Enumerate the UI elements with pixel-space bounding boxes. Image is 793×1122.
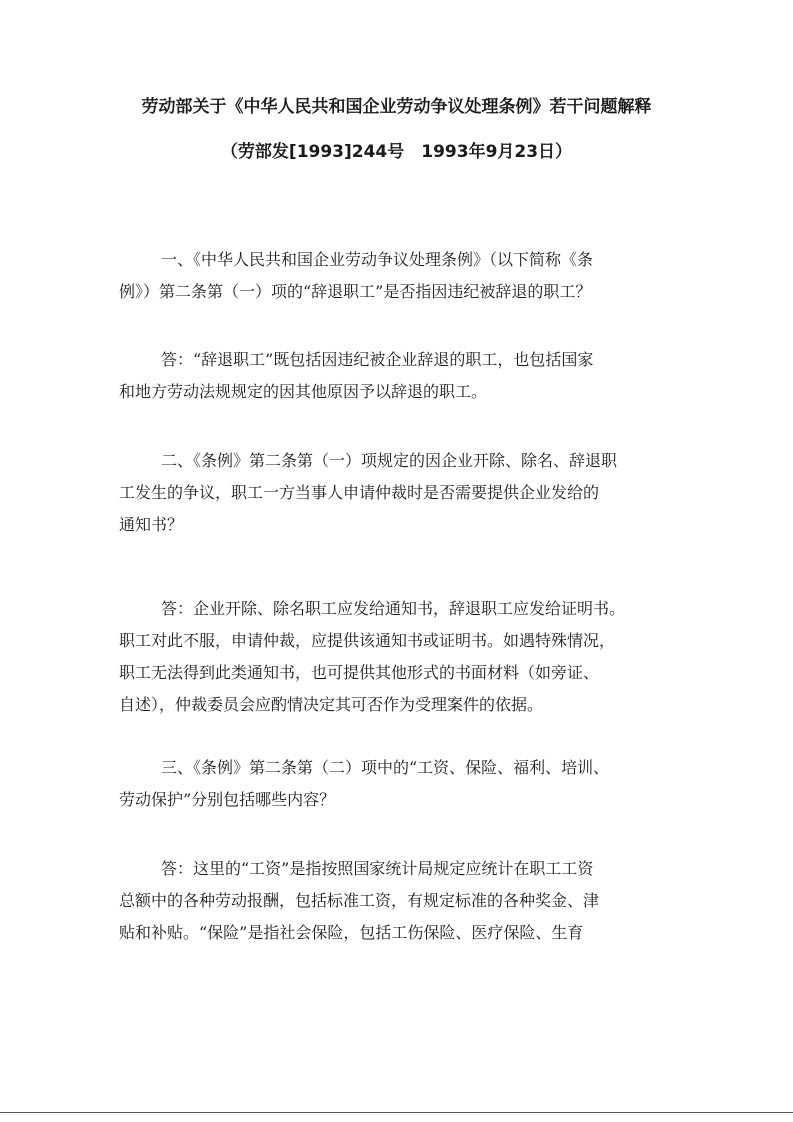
paragraph-line: 自述），仲裁委员会应酌情决定其可否作为受理案件的依据。: [119, 695, 544, 714]
paragraph-line: 贴和补贴。“保险”是指社会保险，包括工伤保险、医疗保险、生育: [119, 923, 584, 942]
page-title: 劳动部关于《中华人民共和国企业劳动争议处理条例》若干问题解释: [141, 97, 652, 117]
paragraph-question-2: [119, 445, 675, 541]
paragraph-line: 通知书？: [119, 515, 184, 534]
paragraph-line: 劳动保护”分别包括哪些内容？: [119, 790, 336, 809]
paragraph-line: 职工无法得到此类通知书，也可提供其他形式的书面材料（如旁证、: [119, 663, 600, 682]
paragraph-line: 答：这里的“工资”是指按照国家统计局规定应统计在职工工资: [161, 859, 594, 878]
paragraph-line: 和地方劳动法规规定的因其他原因予以辞退的职工。: [119, 382, 488, 401]
paragraph-line: 答：企业开除、除名职工应发给通知书，辞退职工应发给证明书。: [161, 599, 626, 618]
paragraph-line: 工发生的争议，职工一方当事人申请仲裁时是否需要提供企业发给的: [119, 483, 600, 502]
paragraph-answer-2: [119, 593, 675, 721]
page-subtitle: （劳部发[1993]244号 1993年9月23日）: [220, 142, 573, 162]
page-bottom-divider: [0, 1112, 793, 1113]
paragraph-answer-1: [119, 344, 675, 408]
paragraph-line: 二、《条例》第二条第（一）项规定的因企业开除、除名、辞退职: [161, 451, 618, 470]
paragraph-line: 例》）第二条第（一）项的“辞退职工”是否指因违纪被辞退的职工？: [119, 282, 592, 301]
paragraph-line: 三、《条例》第二条第（二）项中的“工资、保险、福利、培训、: [161, 758, 610, 777]
paragraph-question-3: [119, 752, 675, 816]
paragraph-line: 一、《中华人民共和国企业劳动争议处理条例》（以下简称《条: [161, 250, 594, 269]
paragraph-line: 总额中的各种劳动报酬，包括标准工资，有规定标准的各种奖金、津: [119, 891, 600, 910]
paragraph-line: 职工对此不服，申请仲裁，应提供该通知书或证明书。如遇特殊情况，: [119, 631, 616, 650]
paragraph-answer-3: [119, 853, 675, 949]
paragraph-question-1: [119, 244, 675, 308]
paragraph-line: 答：“辞退职工”既包括因违纪被企业辞退的职工，也包括国家: [161, 350, 594, 369]
